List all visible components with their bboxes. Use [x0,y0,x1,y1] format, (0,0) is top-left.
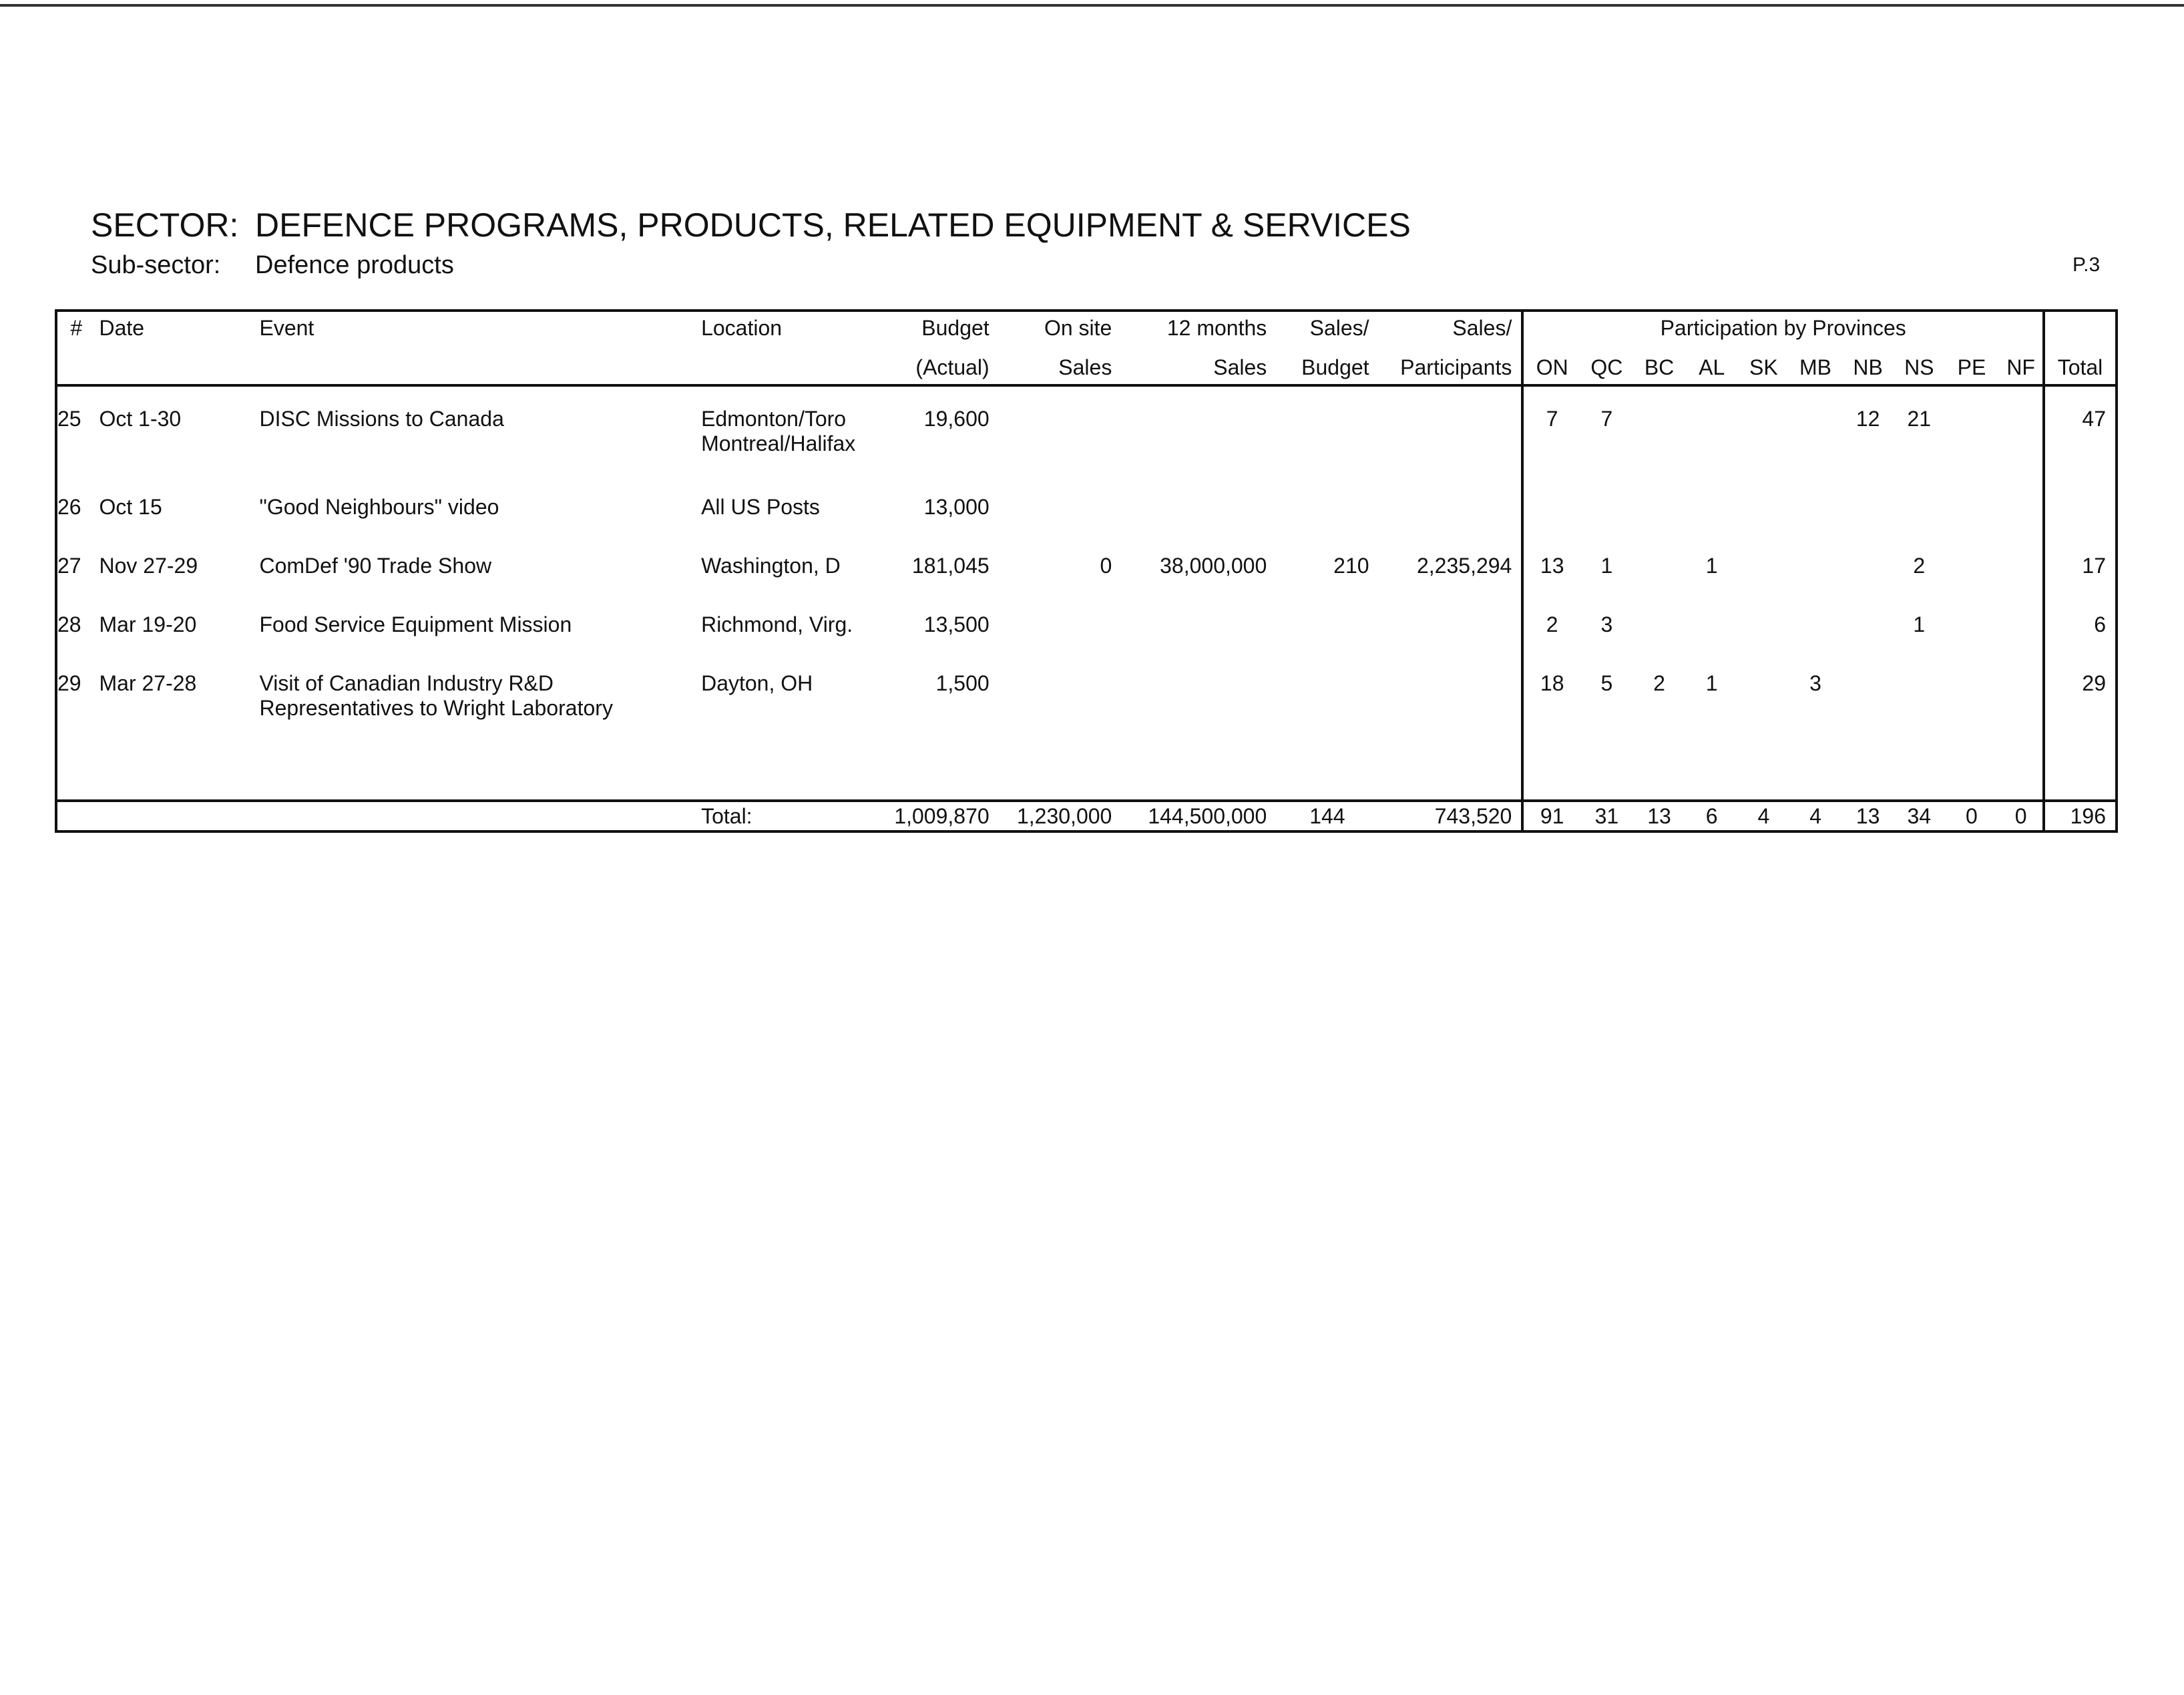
row-bc [1633,495,1686,554]
row-nf [1999,407,2044,495]
col-num-header: # [70,316,83,340]
totals-salesbudget: 144 [1276,801,1378,831]
row-event: DISC Missions to Canada [259,407,504,431]
row-event: "Good Neighbours" video [259,495,499,519]
row-on: 2 [1522,612,1580,671]
row-al: 1 [1705,671,1718,695]
row-ns [1894,671,1944,759]
row-mb [1789,612,1842,671]
col-date-header: Date [99,316,145,340]
row-pe [1944,554,2000,612]
row-nf [1999,671,2044,759]
row-budget: 181,045 [912,554,990,578]
row-event: Food Service Equipment Mission [259,612,572,636]
row-onsite [990,612,1122,671]
row-date: Nov 27-29 [99,554,198,578]
col-location-header: Location [701,316,783,340]
col-pe-header: PE [1944,347,2000,385]
row-salesbudget [1276,671,1378,759]
col-salesbudget-subheader: Budget [1276,347,1378,385]
totals-nf: 0 [1999,801,2044,831]
row-salesparticipants [1379,407,1523,495]
col-qc-header: QC [1580,347,1633,385]
totals-12months: 144,500,000 [1121,801,1276,831]
col-budget-header: Budget [921,316,990,340]
row-qc: 7 [1600,407,1613,431]
row-pe [1944,671,2000,759]
col-salesparticipants-header: Sales/ [1452,316,1512,340]
table-row [56,671,2117,759]
row-al [1685,495,1738,554]
row-salesbudget [1276,495,1378,554]
col-total-header-top [2044,311,2117,347]
col-event-header: Event [259,316,314,340]
col-al-header: AL [1685,347,1738,385]
row-al [1685,612,1738,671]
totals-bc: 13 [1633,801,1686,831]
totals-pe: 0 [1944,801,2000,831]
row-12months [1121,612,1276,671]
totals-total: 196 [2044,801,2117,831]
totals-row [56,801,2117,831]
row-on [1522,495,1580,554]
row-salesbudget [1276,407,1378,495]
totals-nb: 13 [1841,801,1894,831]
row-qc: 3 [1600,612,1613,636]
row-total: 6 [2044,612,2117,671]
row-on: 13 [1522,554,1580,612]
row-salesbudget: 210 [1333,554,1369,578]
row-event: ComDef '90 Trade Show [259,554,492,578]
row-ns: 2 [1913,554,1926,578]
row-pe [1944,407,2000,495]
row-number: 25 [57,407,81,431]
row-qc: 1 [1600,554,1613,578]
col-nb-header: NB [1841,347,1894,385]
row-qc [1580,495,1633,554]
col-mb-header: MB [1789,347,1842,385]
row-number: 29 [57,671,81,695]
col-total-header: Total [2044,347,2117,385]
totals-al: 6 [1685,801,1738,831]
table-row [56,407,2117,495]
row-pe [1944,612,2000,671]
row-nf [1999,612,2044,671]
page-number: P.3 [2072,254,2101,276]
totals-onsite: 1,230,000 [990,801,1122,831]
row-bc [1633,407,1686,495]
row-12months [1121,407,1276,495]
header-row-1 [56,311,2117,347]
row-onsite [990,671,1122,759]
row-date: Mar 27-28 [99,671,197,695]
row-salesparticipants [1379,612,1523,671]
row-location: Edmonton/Toro Montreal/Halifax [701,407,856,455]
row-location: Richmond, Virg. [701,612,853,636]
totals-sk: 4 [1738,801,1789,831]
row-sk [1738,495,1789,554]
row-12months: 38,000,000 [1160,554,1267,578]
row-al: 1 [1705,554,1718,578]
row-mb: 3 [1809,671,1821,695]
subsector-value: Defence products [255,251,454,279]
row-pe [1944,495,2000,554]
col-sk-header: SK [1738,347,1789,385]
row-bc [1633,554,1686,612]
row-on: 18 [1522,671,1580,759]
totals-label: Total: [701,801,877,831]
totals-mb: 4 [1789,801,1842,831]
row-ns: 1 [1913,612,1926,636]
subsector-label: Sub-sector: [91,251,221,279]
row-budget: 19,600 [923,407,990,431]
row-location: Dayton, OH [701,671,813,695]
row-nb [1841,495,1894,554]
row-al [1685,407,1738,495]
col-budget-subheader: (Actual) [877,347,989,385]
col-onsite-header: On site [1044,316,1112,340]
totals-budget: 1,009,870 [877,801,989,831]
row-ns [1894,495,1944,554]
row-sk [1738,407,1789,495]
row-sk [1738,554,1789,612]
row-qc: 5 [1600,671,1613,695]
subsector-heading [91,251,454,280]
events-table [55,309,2118,833]
table-row [56,554,2117,612]
row-date: Mar 19-20 [99,612,197,636]
row-budget: 13,500 [923,612,990,636]
row-salesparticipants: 2,235,294 [1416,554,1512,578]
col-salesbudget-header: Sales/ [1309,316,1369,340]
row-12months [1121,671,1276,759]
row-nb [1841,671,1894,759]
header-row-2 [56,347,2117,385]
totals-ns: 34 [1894,801,1944,831]
col-nf-header: NF [1999,347,2044,385]
row-onsite: 0 [1100,554,1112,578]
row-total: 17 [2044,554,2117,612]
row-salesbudget [1276,612,1378,671]
scan-top-border [0,4,2184,7]
row-on: 7 [1522,407,1580,495]
col-on-header: ON [1522,347,1580,385]
col-bc-header: BC [1633,347,1686,385]
row-location: Washington, D [701,554,841,578]
row-salesparticipants [1379,671,1523,759]
sector-heading [91,206,1411,244]
row-nb: 12 [1855,407,1880,431]
row-nf [1999,495,2044,554]
provinces-group-header: Participation by Provinces [1522,311,2044,347]
row-12months [1121,495,1276,554]
sector-label: SECTOR: [91,206,239,244]
row-onsite [990,495,1122,554]
sector-value: DEFENCE PROGRAMS, PRODUCTS, RELATED EQUIPMENT & SERVICES [255,206,1411,244]
row-sk [1738,612,1789,671]
row-total [2044,495,2117,554]
row-nf [1999,554,2044,612]
table-row [56,495,2117,554]
row-budget: 13,000 [923,495,990,519]
row-number: 27 [57,554,81,578]
col-12months-header: 12 months [1166,316,1267,340]
totals-on: 91 [1522,801,1580,831]
row-date: Oct 15 [99,495,162,519]
row-bc: 2 [1653,671,1665,695]
col-onsite-subheader: Sales [990,347,1122,385]
row-number: 28 [57,612,81,636]
row-ns: 21 [1907,407,1932,431]
row-mb [1789,554,1842,612]
row-number: 26 [57,495,81,519]
row-salesparticipants [1379,495,1523,554]
row-mb [1789,495,1842,554]
totals-qc: 31 [1580,801,1633,831]
table-row [56,612,2117,671]
col-12months-subheader: Sales [1121,347,1276,385]
row-location: All US Posts [701,495,820,519]
row-onsite [990,407,1122,495]
row-total: 29 [2044,671,2117,759]
row-mb [1789,407,1842,495]
row-nb [1841,554,1894,612]
row-sk [1738,671,1789,759]
col-ns-header: NS [1894,347,1944,385]
totals-salesparticipants: 743,520 [1379,801,1523,831]
row-total: 47 [2044,407,2117,495]
row-date: Oct 1-30 [99,407,182,431]
row-bc [1633,612,1686,671]
row-budget: 1,500 [935,671,990,695]
row-nb [1841,612,1894,671]
row-event: Visit of Canadian Industry R&D Representatives to Wright Laboratory [259,671,613,720]
col-salesparticipants-subheader: Participants [1379,347,1523,385]
